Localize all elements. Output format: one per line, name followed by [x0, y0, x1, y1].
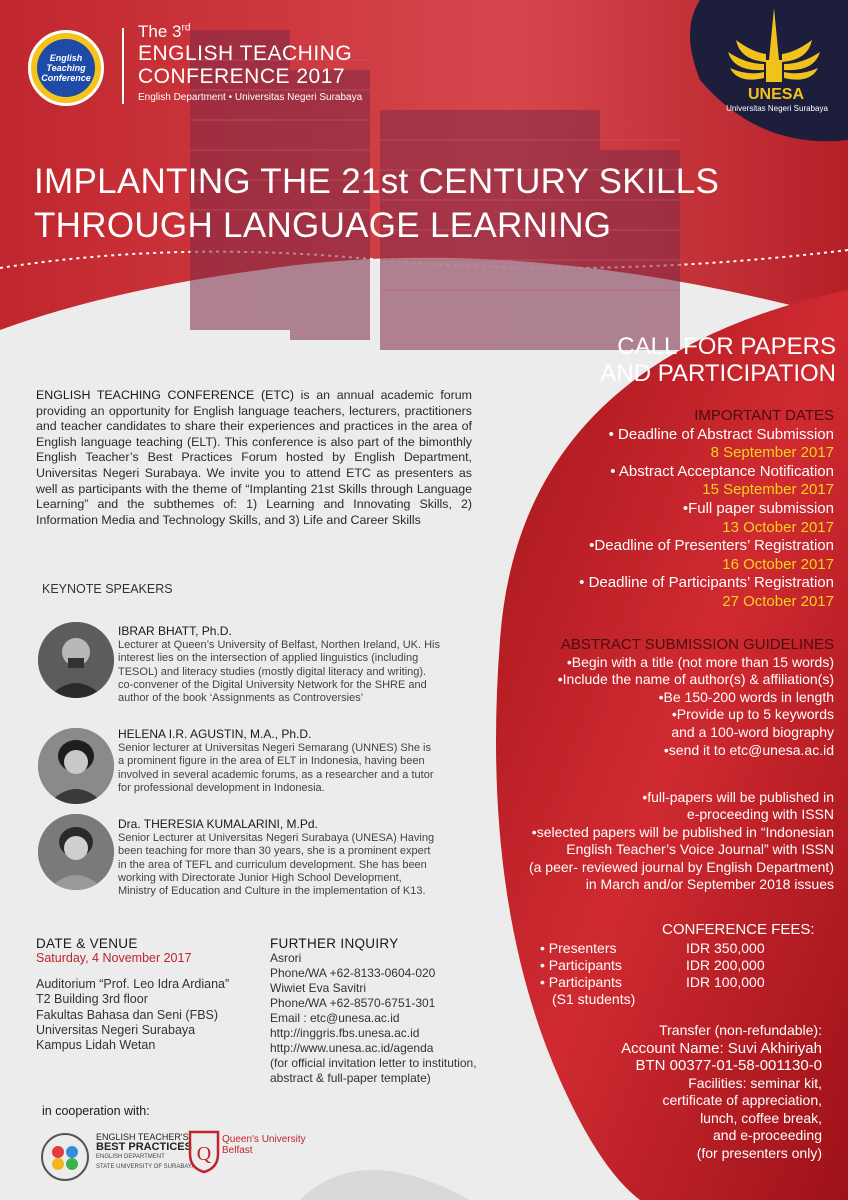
cooperation-title: in cooperation with: — [42, 1104, 150, 1118]
date-venue — [36, 936, 229, 1054]
speaker-1 — [118, 625, 440, 705]
conference-ordinal — [138, 22, 362, 42]
publication-notes — [478, 789, 834, 893]
bp-line3: ENGLISH DEPARTMENT — [96, 1154, 165, 1160]
speaker-2-bio: Senior lecturer at Universitas Negeri Semarang (UNNES) She is a prominent figure in the area of ELT in Indonesia, having been involved in several academic forums, as a researcher and a tutor for professional development in Indonesia. — [118, 742, 434, 794]
main-title — [34, 160, 719, 248]
department-line: English Department • Universitas Negeri Surabaya — [138, 92, 363, 103]
publication-line: •full-papers will be published in — [642, 789, 834, 805]
transfer-info — [582, 1022, 822, 1162]
fee-row — [540, 940, 765, 957]
account-name: Account Name: Suvi Akhiriyah — [621, 1039, 822, 1057]
forum-logo-icon — [40, 1132, 90, 1182]
etc-logo-text: English Teaching Conference — [37, 39, 95, 97]
important-dates-title: IMPORTANT DATES — [694, 407, 834, 424]
guideline-item: and a 100-word biography — [671, 723, 834, 740]
event-date: Saturday, 4 November 2017 — [36, 951, 192, 966]
main-title-line1: IMPLANTING THE 21st CENTURY SKILLS — [34, 162, 720, 201]
publication-line: (a peer- reviewed journal by English Department) — [528, 858, 834, 875]
intro-lead: ENGLISH TEACHING CONFERENCE (ETC) — [36, 388, 294, 402]
unesa-logo — [700, 0, 848, 150]
facilities-line: and e-proceeding — [713, 1127, 822, 1143]
inquiry-title: FURTHER INQUIRY — [270, 936, 399, 951]
ordinal-suffix: rd — [181, 22, 191, 34]
date-label: •Full paper submission — [682, 499, 834, 517]
qub-line2: Belfast — [222, 1145, 253, 1156]
further-inquiry — [270, 936, 477, 1086]
cfp-title-line1: CALL FOR PAPERS — [617, 333, 836, 360]
fees-table — [540, 940, 765, 1008]
qub-line1: Queen's University — [222, 1134, 306, 1145]
fee-row — [540, 957, 765, 974]
etc-logo — [28, 30, 104, 106]
call-for-papers-title — [560, 333, 836, 387]
inquiry-line: Asrori — [270, 951, 302, 965]
intro-body: is an annual academic forum providing an opportunity for English language teachers, lecturers, practitioners and teacher candidates to share their experiences and practices in the area of English language teaching (ELT). This conference is also part of the bimonthly English Teacher’s Best Practices Forum hosted by English Department, Universitas Negeri Surabaya. We invite you to attend ETC as presenters as well as participants with the theme of “Implanting 21st Skills through Language Learning” and the subthemes of: 1) Learning and Innovating Skills, 2) Information Media and Technology Skills, and 3) Life and Career Skills — [36, 388, 473, 527]
guideline-item: •Include the name of author(s) & affiliation(s) — [557, 671, 834, 688]
speaker-2 — [118, 728, 440, 795]
guideline-item: •Begin with a title (not more than 15 words) — [566, 653, 834, 670]
date-label: •Deadline of Presenters’ Registration — [589, 537, 834, 555]
keynote-title: KEYNOTE SPEAKERS — [42, 582, 173, 596]
conference-header — [138, 22, 362, 103]
queens-university-name — [222, 1134, 306, 1156]
facilities-line: lunch, coffee break, — [700, 1109, 822, 1126]
speaker-1-name: IBRAR BHATT, Ph.D. — [118, 624, 232, 638]
conference-name-line1: ENGLISH TEACHING — [138, 42, 353, 65]
cfp-title-line2: AND PARTICIPATION — [600, 360, 836, 387]
guideline-item: •Provide up to 5 keywords — [671, 706, 834, 723]
date-label: • Deadline of Participants’ Registration — [579, 574, 834, 592]
venue-line: Fakultas Bahasa dan Seni (FBS) — [36, 1007, 219, 1022]
fee-label: • Presenters — [540, 940, 617, 956]
svg-text:Q: Q — [196, 1143, 212, 1165]
fees-title: CONFERENCE FEES: — [662, 921, 815, 938]
speaker-photo-2 — [38, 728, 114, 804]
fee-row — [540, 974, 765, 991]
publication-line: •selected papers will be published in “Indonesian — [531, 823, 834, 840]
account-number: BTN 00377-01-58-001130-0 — [635, 1057, 822, 1074]
inquiry-link[interactable]: http://www.unesa.ac.id/agenda — [270, 1041, 434, 1055]
date-value: 27 October 2017 — [722, 592, 834, 610]
fee-note: (S1 students) — [552, 991, 636, 1007]
inquiry-line: Wiwiet Eva Savitri — [270, 981, 367, 995]
venue-line: Kampus Lidah Wetan — [36, 1038, 156, 1053]
fee-label: • Participants — [540, 974, 622, 990]
venue-line: Auditorium “Prof. Leo Idra Ardiana” — [36, 976, 230, 991]
publication-line: e-proceeding with ISSN — [686, 806, 834, 823]
venue-line: T2 Building 3rd floor — [36, 992, 148, 1007]
best-practices-logo — [96, 1132, 195, 1172]
guideline-item: •send it to etc@unesa.ac.id — [663, 741, 834, 758]
speaker-3 — [118, 818, 440, 898]
inquiry-email: Email : etc@unesa.ac.id — [270, 1011, 400, 1025]
inquiry-line: Phone/WA +62-8570-6751-301 — [270, 996, 436, 1010]
fee-label: • Participants — [540, 957, 622, 973]
date-label: • Abstract Acceptance Notification — [610, 462, 834, 480]
important-dates — [534, 407, 834, 612]
speaker-3-bio: Senior Lecturer at Universitas Negeri Surabaya (UNESA) Having been teaching for more than 30 years, she is a prominent expert in the area of TEFL and curriculum development. She has been working with Directorate Junior High School Development, Ministry of Education and Culture in the implementation of K13. — [118, 832, 435, 898]
facilities-line: Facilities: seminar kit, — [688, 1074, 822, 1091]
speaker-photo-1 — [38, 622, 114, 698]
conference-name-line2: CONFERENCE 2017 — [138, 65, 346, 88]
date-value: 13 October 2017 — [722, 518, 834, 536]
facilities-line: certificate of appreciation, — [662, 1092, 822, 1108]
inquiry-line: abstract & full-paper template) — [270, 1071, 431, 1085]
venue-title: DATE & VENUE — [36, 936, 138, 951]
venue-line: Universitas Negeri Surabaya — [36, 1023, 196, 1038]
intro-paragraph — [36, 388, 472, 528]
ordinal-number: The 3 — [138, 22, 182, 41]
date-value: 15 September 2017 — [702, 481, 834, 499]
speaker-2-name: HELENA I.R. AGUSTIN, M.A., Ph.D. — [118, 727, 312, 741]
date-value: 8 September 2017 — [710, 444, 834, 462]
inquiry-line: (for official invitation letter to institution, — [270, 1056, 477, 1070]
bp-line4: STATE UNIVERSITY OF SURABAYA — [96, 1164, 196, 1170]
unesa-subtitle: Universitas Negeri Surabaya — [726, 104, 828, 113]
publication-line: in March and/or September 2018 issues — [585, 876, 834, 893]
bp-line2: BEST PRACTICES — [96, 1141, 192, 1153]
queens-university-crest-icon — [188, 1130, 220, 1174]
inquiry-line: Phone/WA +62-8133-0604-020 — [270, 966, 436, 980]
unesa-name: UNESA — [747, 86, 804, 103]
fee-amount: IDR 200,000 — [686, 957, 765, 973]
header-divider — [122, 28, 124, 104]
speaker-photo-3 — [38, 814, 114, 890]
main-title-line2: THROUGH LANGUAGE LEARNING — [34, 206, 612, 245]
bp-line1: ENGLISH TEACHER'S — [96, 1132, 189, 1142]
fee-amount: IDR 100,000 — [686, 974, 765, 990]
transfer-line: Transfer (non-refundable): — [659, 1022, 822, 1038]
inquiry-link[interactable]: http://inggris.fbs.unesa.ac.id — [270, 1026, 420, 1040]
date-label: • Deadline of Abstract Submission — [608, 425, 834, 443]
publication-line: English Teacher’s Voice Journal” with ISSN — [566, 841, 834, 858]
abstract-guidelines — [494, 636, 834, 759]
fee-amount: IDR 350,000 — [686, 940, 765, 956]
guidelines-title: ABSTRACT SUBMISSION GUIDELINES — [560, 636, 834, 653]
facilities-line: (for presenters only) — [696, 1144, 822, 1161]
speaker-3-name: Dra. THERESIA KUMALARINI, M.Pd. — [118, 817, 318, 831]
speaker-1-bio: Lecturer at Queen’s University of Belfast, Northen Ireland, UK. His interest lies on the intersection of applied linguistics (including TESOL) and literacy studies (mostly digital literacy and writing). co-convener of the Digital University Network for the SHRE and author of the book ‘Assignments as Controversies’ — [118, 639, 440, 705]
guideline-item: •Be 150-200 words in length — [658, 688, 834, 705]
date-value: 16 October 2017 — [722, 555, 834, 573]
